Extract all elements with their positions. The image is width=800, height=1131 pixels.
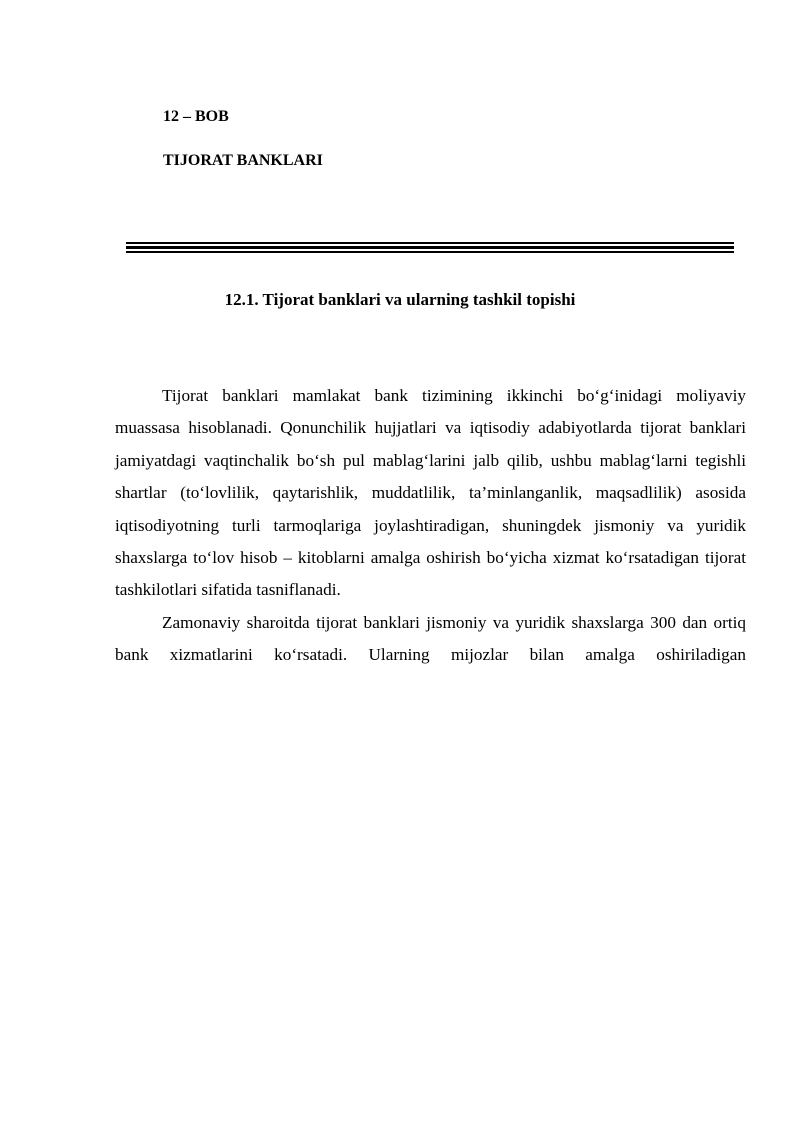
body-text xyxy=(115,380,746,672)
decorative-divider xyxy=(126,242,734,254)
chapter-title: TIJORAT BANKLARI xyxy=(163,152,323,169)
body-paragraph: Tijorat banklari mamlakat bank tizimining ikkinchi bo‘g‘inidagi moliyaviy muassasa hisoblanadi. Qonunchilik hujjatlari va iqtisodiy adabiyotlarda tijorat banklari jamiyatdagi vaqtinchalik bo‘sh pul mablag‘larini jalb qilib, ushbu mablag‘larni tegishli shartlar (to‘lovlilik, qaytarishlik, muddatlilik, ta’minlanganlik, maqsadlilik) asosida iqtisodiyotning turli tarmoqlariga joylashtiradigan, shuningdek jismoniy va yuridik shaxslarga to‘lov hisob – kitoblarni amalga oshirish bo‘yicha xizmat ko‘rsatadigan tijorat tashkilotlari sifatida tasniflanadi. xyxy=(115,386,746,600)
body-paragraph: Zamonaviy sharoitda tijorat banklari jismoniy va yuridik shaxslarga 300 dan ortiq bank xizmatlarini ko‘rsatadi. Ularning mijozlar bilan amalga oshiriladigan xyxy=(115,612,746,665)
divider-line-middle xyxy=(126,246,734,249)
chapter-number: 12 – BOB xyxy=(163,108,229,125)
section-heading: 12.1. Tijorat banklari va ularning tashkil topishi xyxy=(224,290,576,309)
divider-line-bottom xyxy=(126,251,734,253)
divider-line-top xyxy=(126,242,734,244)
